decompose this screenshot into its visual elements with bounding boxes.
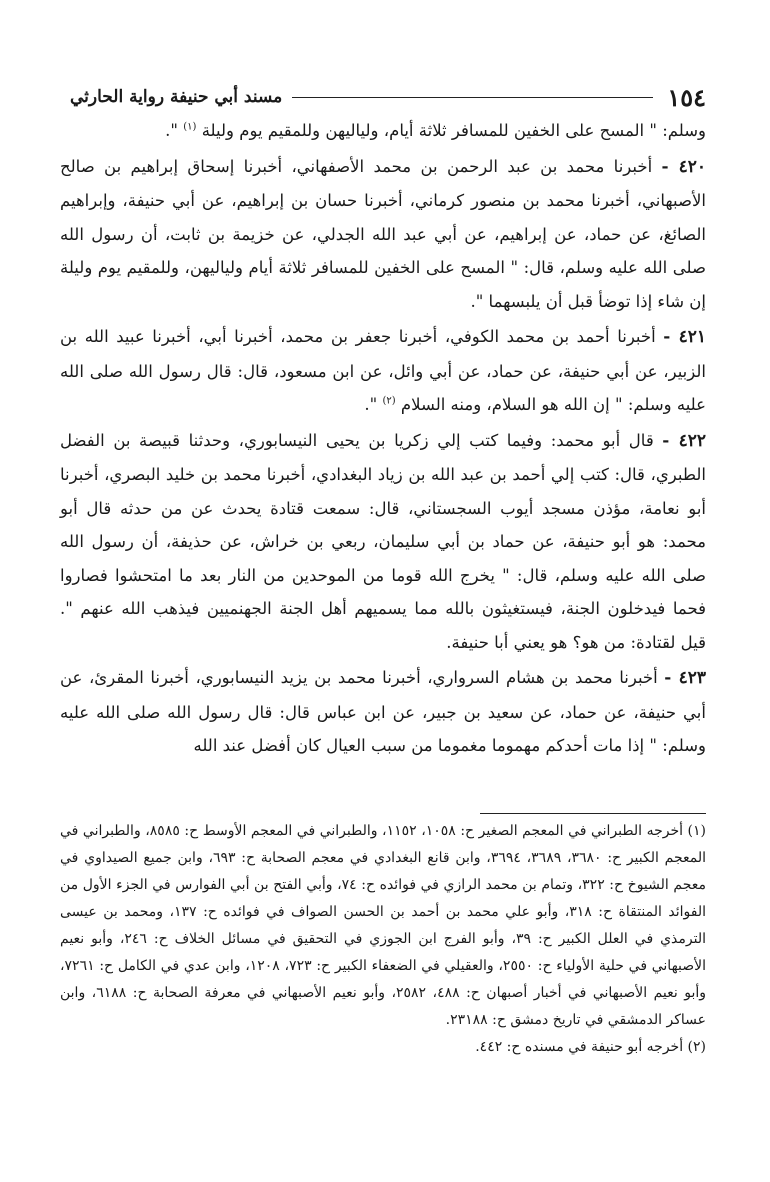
paragraph-continued (60, 114, 706, 148)
footnotes (60, 818, 706, 1061)
paragraph-text: وسلم: " المسح على الخفين للمسافر ثلاثة أيام، ولياليهن وللمقيم يوم وليلة (201, 121, 706, 140)
hadith-number: ٤٢٣ - (664, 668, 706, 688)
footnote-ref-2: (٢) (382, 395, 396, 407)
hadith-422 (60, 424, 706, 660)
footnote-separator (480, 813, 706, 814)
footnote-2: (٢) أخرجه أبو حنيفة في مسنده ح: ٤٤٢. (475, 1039, 706, 1055)
hadith-423 (60, 661, 706, 763)
main-text (60, 114, 706, 765)
page-header (60, 78, 706, 116)
hadith-text-end: ". (364, 395, 378, 414)
hadith-number: ٤٢٢ - (662, 430, 707, 451)
hadith-number: ٤٢٠ - (661, 156, 706, 177)
running-title: مسند أبي حنيفة رواية الحارثي (70, 87, 283, 107)
hadith-text: أخبرنا محمد بن عبد الرحمن بن محمد الأصفهاني، أخبرنا إسحاق إبراهيم بن صالح الأصبهاني، أخبرنا محمد بن منصور كرماني، أخبرنا حسان بن إبراهيم، عن أبي حنيفة، وإبراهيم الصائغ، عن حماد، عن إبراهيم، عن أبي عبد الله الجدلي، عن خزيمة بن ثابت، أن رسول الله صلى الله عليه وسلم، قال: " المسح على الخفين للمسافر ثلاثة أيام ولياليهن، وللمقيم يوم وليلة إن شاء إذا توضأ قبل أن يلبسهما ". (60, 156, 706, 311)
hadith-text: أخبرنا محمد بن هشام السرواري، أخبرنا محمد بن يزيد النيسابوري، أخبرنا المقرئ، عن أبي حنيفة، عن حماد، عن سعيد بن جبير، عن ابن عباس قال: قال رسول الله صلى الله عليه وسلم: " إذا مات أحدكم مهموما مغموما من سبب العيال كان أفضل عند الله (60, 668, 706, 755)
paragraph-text-end: ". (165, 121, 179, 140)
hadith-420 (60, 150, 706, 319)
footnote-1: (١) أخرجه الطبراني في المعجم الصغير ح: ١٠٥٨، ١١٥٢، والطبراني في المعجم الأوسط ح: ٨٥٨٥، والطبراني في المعجم الكبير ح: ٣٦٨٠، ٣٦٨٩، ٣٦٩٤، وابن قانع البغدادي في معجم الصحابة ح: ٦٩٣، وابن جميع الصيداوي في معجم الشيوخ ح: ٣٢٢، وتمام بن محمد الرازي في فوائده ح: ٧٤، وأبي الفتح بن أبي الفوارس في الجزء الأول من الفوائد المنتقاة ح: ٣١٨، وأبو علي محمد بن أحمد بن الحسن الصواف في فوائده ح: ١٣٧، ومحمد بن عيسى الترمذي في العلل الكبير ح: ٣٩، وأبو الفرج ابن الجوزي في التحقيق في مسائل الخلاف ح: ٢٤٦، وأبو نعيم الأصبهاني في حلية الأولياء ح: ٢٥٥٠، والعقيلي في الضعفاء الكبير ح: ٧٢٣، ١٢٠٨، وابن عدي في الكامل ح: ٧٢٦١، وأبو نعيم الأصبهاني في أخبار أصبهان ح: ٤٨٨، ٢٥٨٢، وأبو نعيم الأصبهاني في معرفة الصحابة ح: ٦١٨٨، وابن عساكر الدمشقي في تاريخ دمشق ح: ٢٣١٨٨. (60, 823, 707, 1028)
hadith-text: قال أبو محمد: وفيما كتب إلي زكريا بن يحيى النيسابوري، وحدثنا قبيصة بن الفضل الطبري، قال: كتب إلي أحمد بن عبد الله بن زياد البغدادي، أخبرنا محمد بن خليد البصري، أخبرنا أبو نعامة، مؤذن مسجد أيوب السجستاني، قال: سمعت قتادة يحدث عن من حدثه قال أبو محمد: هو أبو حنيفة، عن حماد بن أبي سليمان، ربعي بن خراش، عن حذيفة، أن رسول الله صلى الله عليه وسلم، قال: " يخرج الله قوما من الموحدين من النار بعد ما امتحشوا فصاروا فحما فيدخلون الجنة، فيستغيثون بالله مما يسميهم أهل الجنة الجهنميين فيذهب الله عنهم ". قيل لقتادة: من هو؟ هو يعني أبا حنيفة. (60, 430, 706, 652)
hadith-text: أخبرنا أحمد بن محمد الكوفي، أخبرنا جعفر بن محمد، أخبرنا أبي، أخبرنا عبيد الله بن الزبير، عن أبي حنيفة، عن حماد، عن أبي وائل، عن ابن مسعود، قال: قال رسول الله صلى الله عليه وسلم: " إن الله هو السلام، ومنه السلام (60, 327, 706, 414)
footnote-ref-1: (١) (183, 121, 197, 133)
page-number: ١٥٤ (667, 82, 706, 112)
hadith-421 (60, 320, 706, 422)
header-rule (292, 97, 653, 98)
hadith-number: ٤٢١ - (663, 327, 706, 347)
